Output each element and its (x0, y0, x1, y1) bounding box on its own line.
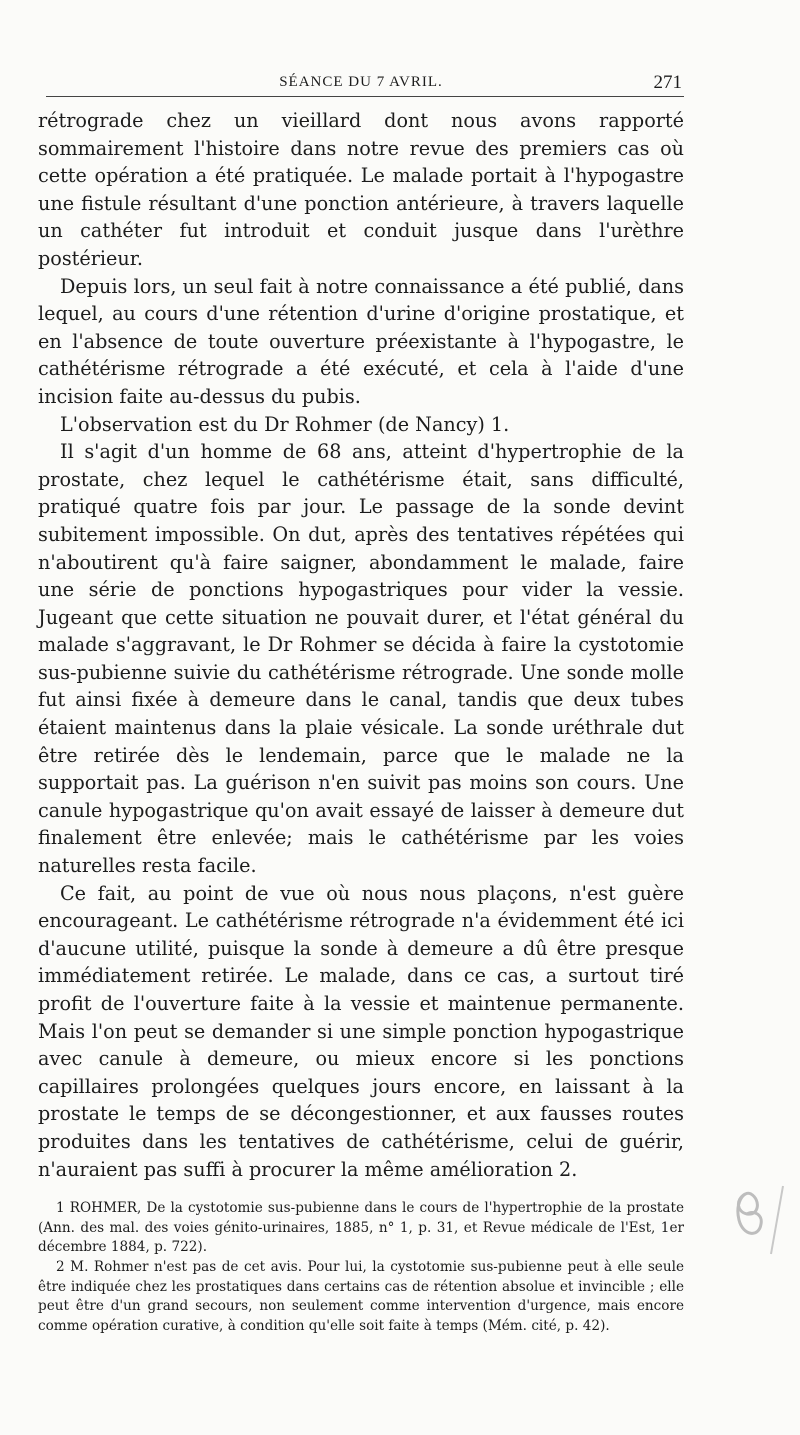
header-rule (46, 96, 684, 97)
running-header (38, 66, 684, 96)
footnote: 2 M. Rohmer n'est pas de cet avis. Pour lui, la cystotomie sus-pubienne peut à elle seule être indiquée chez les prostatiques dans certains cas de rétention absolue et invincible ; elle peut être d'un grand secours, non seulement comme intervention d'urgence, mais encore comme opération curative, à condition qu'elle soit faite à temps (Mém. cité, p. 42). (38, 1258, 684, 1334)
body-text (38, 107, 684, 1183)
paragraph: Depuis lors, un seul fait à notre connaissance a été publié, dans lequel, au cours d'une rétention d'urine d'origine prostatique, et en l'absence de toute ouverture préexistante à l'hypogastre, le cathétérisme rétrograde a été exécuté, et cela à l'aide d'une incision faite au-dessus du pubis. (38, 274, 684, 408)
footnote: 1 ROHMER, De la cystotomie sus-pubienne dans le cours de l'hypertrophie de la prostate (Ann. des mal. des voies génito-urinaires, 1885, n° 1, p. 31, et Revue médicale de l'Est, 1er décembre 1884, p. 722). (38, 1200, 684, 1256)
paragraph: Il s'agit d'un homme de 68 ans, atteint d'hypertrophie de la prostate, chez lequel le cathétérisme était, sans difficulté, pratiqué quatre fois par jour. Le passage de la sonde devint subitement impossible. On dut, après des tentatives répétées qui n'aboutirent qu'à faire saigner, abondamment le malade, faire une série de ponctions hypogastriques pour vider la vessie. Jugeant que cette situation ne pouvait durer, et l'état général du malade s'aggravant, le Dr Rohmer se décida à faire la cystotomie sus-pubienne suivie du cathétérisme rétrograde. Une sonde molle fut ainsi fixée à demeure dans le canal, tandis que deux tubes étaient maintenus dans la plaie vésicale. La sonde uréthrale dut être retirée dès le lendemain, parce que le malade ne la supportait pas. La guérison n'en suivit pas moins son cours. Une canule hypogastrique qu'on avait essayé de laisser à demeure dut finalement être enlevée; mais le cathétérisme par les voies naturelles resta facile. (38, 440, 684, 878)
handwritten-margin-annotation (731, 1180, 793, 1260)
running-title: SÉANCE DU 7 AVRIL. (279, 74, 443, 90)
page (38, 66, 684, 1336)
paragraph: rétrograde chez un vieillard dont nous avons rapporté sommairement l'histoire dans notre revue des premiers cas où cette opération a été pratiquée. Le malade portait à l'hypogastre une fistule résultant d'une ponction antérieure, à travers laquelle un cathéter fut introduit et conduit jusque dans l'urèthre postérieur. (38, 109, 684, 270)
footnotes (38, 1199, 684, 1336)
paragraph: Ce fait, au point de vue où nous nous plaçons, n'est guère encourageant. Le cathétérisme rétrograde n'a évidemment été ici d'aucune utilité, puisque la sonde à demeure a dû être presque immédiatement retirée. Le malade, dans ce cas, a surtout tiré profit de l'ouverture faite à la vessie et maintenue permanente. Mais l'on peut se demander si une simple ponction hypogastrique avec canule à demeure, ou mieux encore si les ponctions capillaires prolongées quelques jours encore, en laissant à la prostate le temps de se décongestionner, et aux fausses routes produites dans les tentatives de cathétérisme, celui de guérir, n'auraient pas suffi à procurer la même amélioration 2. (38, 881, 684, 1181)
page-number: 271 (653, 72, 682, 93)
paragraph: L'observation est du Dr Rohmer (de Nancy) 1. (60, 412, 510, 436)
